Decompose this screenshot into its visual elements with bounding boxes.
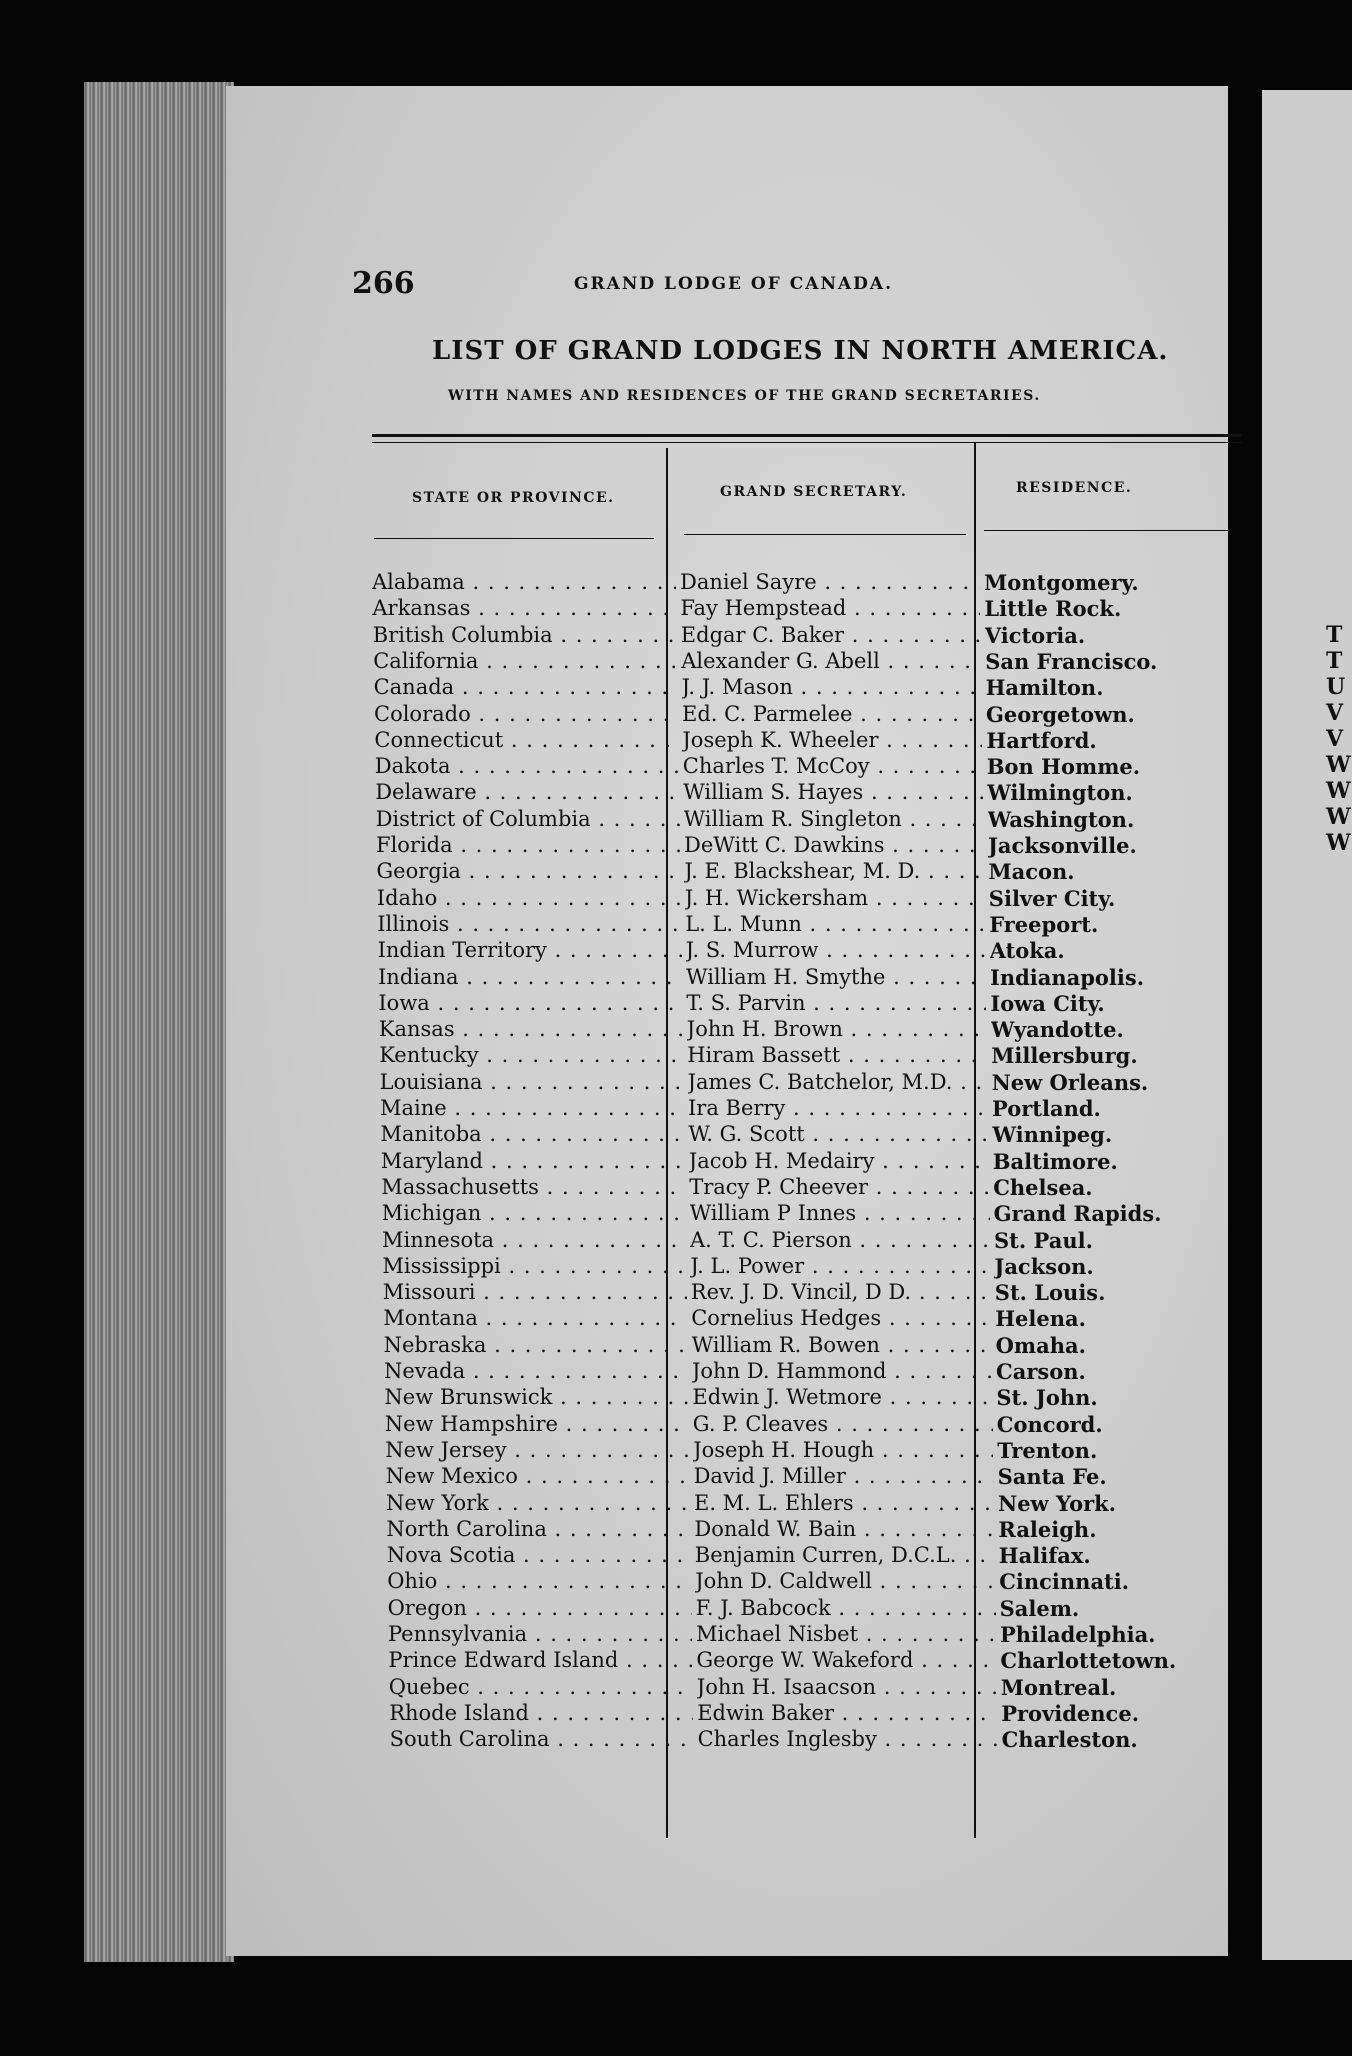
- cell-residence: [999, 1569, 1239, 1594]
- cell-state: [378, 991, 682, 1015]
- secretary-text: Michael Nisbet: [696, 1622, 859, 1646]
- residence-text: Omaha.: [995, 1332, 1086, 1358]
- secretary-text: W. G. Scott: [688, 1122, 805, 1147]
- state-text: Nebraska: [383, 1332, 487, 1357]
- state-text: Georgia: [376, 859, 461, 884]
- residence-text: Little Rock.: [984, 596, 1122, 622]
- secretary-text: G. P. Cleaves: [692, 1411, 829, 1436]
- residence-text: Helena.: [995, 1306, 1086, 1332]
- cell-residence: [1002, 1727, 1242, 1752]
- cell-state: [380, 1096, 684, 1120]
- residence-text: St. Louis.: [994, 1280, 1106, 1306]
- cell-secretary: [680, 596, 980, 620]
- header-underline-3: [984, 530, 1230, 531]
- cell-residence: [991, 1017, 1231, 1042]
- cell-secretary: [683, 780, 983, 804]
- residence-text: Carson.: [996, 1359, 1086, 1384]
- secretary-text: Rev. J. D. Vincil, D D.: [690, 1280, 912, 1305]
- cell-secretary: [685, 912, 985, 936]
- cell-state: [376, 833, 680, 857]
- cell-residence: [1000, 1622, 1240, 1647]
- secretary-text: John H. Brown: [686, 1017, 843, 1042]
- residence-text: Bon Homme.: [986, 754, 1141, 780]
- secretary-text: Charles Inglesby: [697, 1727, 877, 1752]
- cell-secretary: [684, 807, 984, 831]
- cell-state: [372, 570, 676, 594]
- residence-text: Baltimore.: [992, 1148, 1118, 1174]
- cell-state: [383, 1306, 687, 1330]
- cell-secretary: [694, 1464, 994, 1488]
- cell-residence: [987, 780, 1227, 805]
- cell-secretary: [688, 1070, 988, 1094]
- cell-residence: [994, 1254, 1234, 1279]
- state-text: Montana: [383, 1306, 478, 1331]
- running-title: GRAND LODGE OF CANADA.: [574, 274, 894, 294]
- cell-state: [388, 1596, 692, 1620]
- cell-secretary: [686, 965, 986, 989]
- cell-state: [382, 1254, 686, 1278]
- residence-text: Charleston.: [1001, 1727, 1138, 1753]
- state-text: Delaware: [375, 780, 477, 805]
- residence-text: Philadelphia.: [1000, 1622, 1156, 1647]
- cell-secretary: [680, 570, 980, 594]
- state-text: Alabama: [372, 570, 465, 594]
- cell-secretary: [696, 1648, 996, 1672]
- state-text: British Columbia: [372, 622, 553, 647]
- state-text: Illinois: [377, 911, 450, 936]
- cell-secretary: [686, 991, 986, 1015]
- facing-page-fragment: V: [1326, 726, 1344, 752]
- cell-residence: [992, 1096, 1232, 1121]
- cell-state: [373, 649, 677, 673]
- cell-state: [384, 1359, 688, 1383]
- secretary-text: David J. Miller: [693, 1464, 846, 1489]
- residence-text: Chelsea.: [993, 1174, 1093, 1200]
- secretary-text: Edgar C. Baker: [680, 622, 845, 647]
- residence-text: Atoka.: [989, 938, 1065, 964]
- header-underline-2: [684, 534, 966, 535]
- cell-secretary: [697, 1701, 997, 1725]
- facing-page-fragment: T: [1326, 622, 1343, 648]
- cell-state: [381, 1149, 685, 1173]
- secretary-text: William R. Singleton: [683, 806, 902, 831]
- state-text: Idaho: [376, 885, 438, 910]
- secretary-text: Fay Hempstead: [680, 596, 847, 621]
- state-text: Colorado: [374, 701, 471, 726]
- cell-state: [388, 1648, 692, 1672]
- cell-residence: [1001, 1701, 1241, 1726]
- facing-page-edge: [1262, 90, 1352, 1960]
- cell-secretary: [697, 1675, 997, 1699]
- header-state: STATE OR PROVINCE.: [412, 490, 615, 506]
- state-text: Quebec: [388, 1674, 470, 1699]
- residence-text: Salem.: [999, 1595, 1080, 1621]
- cell-secretary: [698, 1727, 998, 1751]
- facing-page-fragment: W: [1326, 804, 1351, 830]
- state-text: Kansas: [378, 1017, 455, 1042]
- secretary-text: J. E. Blackshear, M. D.: [684, 859, 921, 884]
- residence-text: St. John.: [996, 1385, 1098, 1411]
- cell-secretary: [696, 1596, 996, 1620]
- cell-secretary: [692, 1385, 992, 1409]
- secretary-text: Charles T. McCoy: [682, 754, 870, 779]
- cell-state: [390, 1727, 694, 1751]
- cell-state: [374, 702, 678, 726]
- header-underline-1: [374, 538, 654, 539]
- residence-text: Indianapolis.: [990, 964, 1145, 990]
- cell-residence: [988, 833, 1228, 858]
- cell-state: [386, 1491, 690, 1515]
- cell-secretary: [692, 1359, 992, 1383]
- facing-page-fragment: V: [1326, 700, 1344, 726]
- state-text: Nova Scotia: [386, 1543, 516, 1568]
- cell-state: [374, 675, 678, 699]
- header-secretary: GRAND SECRETARY.: [720, 484, 908, 500]
- residence-text: Wilmington.: [987, 780, 1133, 806]
- cell-residence: [998, 1464, 1238, 1489]
- cell-state: [374, 728, 678, 752]
- cell-state: [388, 1622, 692, 1646]
- state-text: Indian Territory: [377, 938, 547, 963]
- cell-residence: [993, 1149, 1233, 1174]
- cell-secretary: [693, 1438, 993, 1462]
- state-text: Ohio: [387, 1569, 438, 1594]
- cell-secretary: [687, 1043, 987, 1067]
- cell-state: [382, 1201, 686, 1225]
- secretary-text: William S. Hayes: [683, 780, 864, 805]
- cell-state: [386, 1517, 690, 1541]
- page-subtitle: WITH NAMES AND RESIDENCES OF THE GRAND SECRETARIES.: [448, 388, 1041, 404]
- state-text: Iowa: [378, 990, 430, 1015]
- cell-residence: [989, 886, 1229, 911]
- state-text: New York: [386, 1490, 489, 1515]
- secretary-text: Daniel Sayre: [680, 570, 817, 594]
- cell-secretary: [682, 702, 982, 726]
- residence-text: Trenton.: [997, 1437, 1098, 1463]
- cell-residence: [990, 965, 1230, 990]
- cell-residence: [991, 1043, 1231, 1068]
- cell-state: [384, 1333, 688, 1357]
- state-text: New Brunswick: [384, 1385, 553, 1410]
- secretary-text: L. L. Munn: [685, 911, 802, 936]
- secretary-text: Joseph K. Wheeler: [682, 727, 879, 752]
- running-header: [352, 266, 992, 306]
- state-text: Louisiana: [379, 1069, 483, 1094]
- facing-page-fragment: W: [1326, 830, 1351, 856]
- cell-secretary: [681, 649, 981, 673]
- cell-residence: [986, 675, 1226, 700]
- secretary-text: DeWitt C. Dawkins: [684, 833, 885, 857]
- cell-residence: [992, 1122, 1232, 1147]
- state-text: Canada: [373, 675, 455, 700]
- facing-page-fragment: U: [1326, 674, 1346, 700]
- cell-state: [389, 1701, 693, 1725]
- residence-text: Portland.: [992, 1096, 1101, 1121]
- cell-residence: [990, 938, 1230, 963]
- cell-residence: [997, 1438, 1237, 1463]
- book-page: [226, 86, 1228, 1956]
- cell-state: [387, 1569, 691, 1593]
- cell-secretary: [686, 938, 986, 962]
- cell-secretary: [681, 623, 981, 647]
- cell-residence: [984, 596, 1224, 621]
- state-text: Maryland: [380, 1148, 483, 1173]
- cell-state: [376, 807, 680, 831]
- top-rule-thin: [372, 442, 1242, 443]
- state-text: Florida: [376, 833, 453, 857]
- cell-state: [384, 1385, 688, 1409]
- state-text: Maine: [380, 1096, 447, 1120]
- residence-text: Providence.: [1001, 1700, 1139, 1726]
- cell-state: [379, 1017, 683, 1041]
- cell-state: [373, 623, 677, 647]
- cell-state: [387, 1543, 691, 1567]
- cell-state: [378, 938, 682, 962]
- cell-residence: [1001, 1675, 1241, 1700]
- secretary-text: James C. Batchelor, M.D.: [687, 1069, 953, 1094]
- cell-residence: [990, 991, 1230, 1016]
- cell-secretary: [689, 1175, 989, 1199]
- cell-secretary: [689, 1149, 989, 1173]
- secretary-text: Tracy P. Cheever: [689, 1174, 869, 1199]
- secretary-text: William P Innes: [689, 1201, 857, 1226]
- state-text: Nevada: [384, 1359, 466, 1383]
- cell-residence: [999, 1543, 1239, 1568]
- header-residence: RESIDENCE.: [1016, 480, 1133, 496]
- state-text: Prince Edward Island: [388, 1648, 619, 1673]
- state-text: Manitoba: [380, 1122, 482, 1147]
- cell-state: [381, 1175, 685, 1199]
- cell-secretary: [690, 1254, 990, 1278]
- secretary-text: J. S. Murrow: [685, 938, 819, 963]
- residence-text: Grand Rapids.: [993, 1201, 1162, 1227]
- residence-text: Hamilton.: [985, 675, 1104, 701]
- residence-text: Cincinnati.: [999, 1569, 1130, 1595]
- cell-residence: [984, 570, 1224, 595]
- state-text: Indiana: [378, 964, 459, 989]
- residence-text: Winnipeg.: [992, 1122, 1113, 1148]
- residence-text: Concord.: [996, 1411, 1103, 1437]
- top-rule-thick: [372, 434, 1242, 437]
- residence-text: Santa Fe.: [997, 1464, 1107, 1490]
- cell-state: [372, 596, 676, 620]
- cell-residence: [998, 1491, 1238, 1516]
- cell-secretary: [695, 1569, 995, 1593]
- cell-residence: [986, 702, 1226, 727]
- cell-state: [380, 1122, 684, 1146]
- secretary-text: Ira Berry: [688, 1096, 786, 1120]
- secretary-text: John D. Caldwell: [695, 1569, 872, 1594]
- cell-state: [377, 912, 681, 936]
- secretary-text: John D. Hammond: [692, 1359, 887, 1383]
- facing-page-fragment: W: [1326, 752, 1351, 778]
- cell-residence: [992, 1070, 1232, 1095]
- cell-residence: [995, 1280, 1235, 1305]
- cell-secretary: [682, 675, 982, 699]
- state-text: Connecticut: [374, 727, 504, 752]
- state-text: Rhode Island: [389, 1700, 529, 1725]
- cell-residence: [988, 859, 1228, 884]
- cell-secretary: [685, 886, 985, 910]
- cell-secretary: [684, 833, 984, 857]
- cell-secretary: [694, 1517, 994, 1541]
- residence-text: Jackson.: [994, 1253, 1094, 1279]
- state-text: Mississippi: [382, 1253, 501, 1278]
- residence-text: Freeport.: [989, 911, 1099, 937]
- state-text: Arkansas: [372, 596, 471, 621]
- cell-residence: [993, 1175, 1233, 1200]
- secretary-text: Jacob H. Medairy: [688, 1148, 875, 1173]
- cell-secretary: [691, 1306, 991, 1330]
- cell-secretary: [683, 754, 983, 778]
- state-text: Michigan: [381, 1201, 482, 1226]
- residence-text: Georgetown.: [986, 701, 1135, 727]
- residence-text: Montreal.: [1000, 1674, 1117, 1700]
- residence-text: Charlottetown.: [1000, 1648, 1177, 1674]
- cell-secretary: [688, 1096, 988, 1120]
- residence-text: Victoria.: [984, 622, 1086, 648]
- state-text: Pennsylvania: [388, 1622, 528, 1646]
- cell-residence: [997, 1412, 1237, 1437]
- residence-text: San Francisco.: [985, 648, 1158, 674]
- secretary-text: J. J. Mason: [681, 675, 793, 700]
- cell-residence: [994, 1201, 1234, 1226]
- state-text: District of Columbia: [375, 806, 591, 831]
- cell-secretary: [695, 1543, 995, 1567]
- secretary-text: F. J. Babcock: [695, 1595, 831, 1620]
- secretary-text: Edwin Baker: [697, 1700, 834, 1725]
- page-title: LIST OF GRAND LODGES IN NORTH AMERICA.: [432, 336, 1169, 366]
- cell-secretary: [696, 1622, 996, 1646]
- cell-secretary: [684, 859, 984, 883]
- residence-text: New York.: [998, 1490, 1117, 1516]
- secretary-text: Ed. C. Parmelee: [682, 701, 853, 726]
- residence-text: Montgomery.: [984, 570, 1139, 595]
- secretary-text: A. T. C. Pierson: [690, 1227, 852, 1252]
- residence-text: Washington.: [987, 806, 1135, 832]
- state-text: Oregon: [387, 1595, 467, 1620]
- cell-state: [385, 1438, 689, 1462]
- state-text: Minnesota: [382, 1227, 495, 1252]
- cell-state: [385, 1412, 689, 1436]
- secretary-text: Alexander G. Abell: [681, 648, 880, 673]
- secretary-text: John H. Isaacson: [696, 1674, 877, 1699]
- cell-state: [379, 1043, 683, 1067]
- cell-residence: [996, 1385, 1236, 1410]
- page-number: 266: [352, 266, 415, 301]
- cell-secretary: [690, 1201, 990, 1225]
- cell-residence: [995, 1306, 1235, 1331]
- cell-secretary: [693, 1412, 993, 1436]
- residence-text: Raleigh.: [998, 1516, 1097, 1542]
- state-text: New Mexico: [385, 1464, 518, 1489]
- cell-residence: [996, 1333, 1236, 1358]
- secretary-text: Donald W. Bain: [694, 1516, 857, 1541]
- cell-state: [380, 1070, 684, 1094]
- cell-residence: [988, 807, 1228, 832]
- residence-text: St. Paul.: [994, 1227, 1093, 1253]
- cell-state: [376, 859, 680, 883]
- residence-text: Iowa City.: [990, 990, 1105, 1016]
- book-page-edges: [84, 82, 234, 1962]
- residence-text: Millersburg.: [991, 1043, 1138, 1069]
- cell-secretary: [682, 728, 982, 752]
- residence-text: Jacksonville.: [988, 833, 1137, 858]
- cell-state: [383, 1280, 687, 1304]
- state-text: Dakota: [374, 754, 451, 779]
- secretary-text: Benjamin Curren, D.C.L.: [694, 1543, 957, 1568]
- secretary-text: Edwin J. Wetmore: [692, 1385, 882, 1410]
- residence-text: Wyandotte.: [990, 1017, 1124, 1043]
- cell-secretary: [688, 1122, 988, 1146]
- secretary-text: Cornelius Hedges: [691, 1306, 882, 1331]
- state-text: Massachusetts: [381, 1174, 539, 1199]
- residence-text: Silver City.: [988, 885, 1116, 911]
- cell-secretary: [690, 1228, 990, 1252]
- secretary-text: William H. Smythe: [686, 964, 886, 989]
- residence-text: Macon.: [988, 859, 1075, 885]
- secretary-text: George W. Wakeford: [696, 1648, 914, 1673]
- cell-residence: [994, 1228, 1234, 1253]
- residence-text: Halifax.: [998, 1543, 1091, 1569]
- cell-residence: [986, 728, 1226, 753]
- residence-text: New Orleans.: [991, 1069, 1149, 1095]
- state-text: New Hampshire: [384, 1411, 558, 1436]
- secretary-text: J. H. Wickersham: [684, 885, 869, 910]
- secretary-text: T. S. Parvin: [686, 990, 806, 1015]
- secretary-text: William R. Bowen: [691, 1332, 880, 1357]
- cell-residence: [985, 623, 1225, 648]
- secretary-text: E. M. L. Ehlers: [694, 1490, 854, 1515]
- cell-state: [375, 754, 679, 778]
- cell-residence: [985, 649, 1225, 674]
- secretary-text: Hiram Bassett: [687, 1043, 841, 1068]
- state-text: South Carolina: [389, 1727, 550, 1752]
- state-text: California: [373, 648, 479, 673]
- secretary-text: J. L. Power: [690, 1253, 805, 1278]
- cell-state: [382, 1228, 686, 1252]
- cell-residence: [996, 1359, 1236, 1384]
- cell-secretary: [687, 1017, 987, 1041]
- cell-secretary: [694, 1491, 994, 1515]
- residence-text: Hartford.: [986, 727, 1097, 753]
- cell-state: [375, 780, 679, 804]
- cell-state: [378, 965, 682, 989]
- state-text: Missouri: [382, 1280, 476, 1305]
- state-text: Kentucky: [379, 1043, 479, 1068]
- state-text: New Jersey: [385, 1437, 507, 1462]
- cell-residence: [987, 754, 1227, 779]
- cell-secretary: [691, 1280, 991, 1304]
- state-text: North Carolina: [386, 1516, 547, 1541]
- facing-page-fragment: W: [1326, 778, 1351, 804]
- cell-secretary: [692, 1333, 992, 1357]
- cell-residence: [1000, 1596, 1240, 1621]
- facing-page-fragment: T: [1326, 648, 1343, 674]
- cell-residence: [1000, 1648, 1240, 1673]
- secretary-text: Joseph H. Hough: [693, 1437, 875, 1462]
- cell-residence: [989, 912, 1229, 937]
- cell-state: [389, 1675, 693, 1699]
- cell-state: [377, 886, 681, 910]
- cell-state: [386, 1464, 690, 1488]
- cell-residence: [998, 1517, 1238, 1542]
